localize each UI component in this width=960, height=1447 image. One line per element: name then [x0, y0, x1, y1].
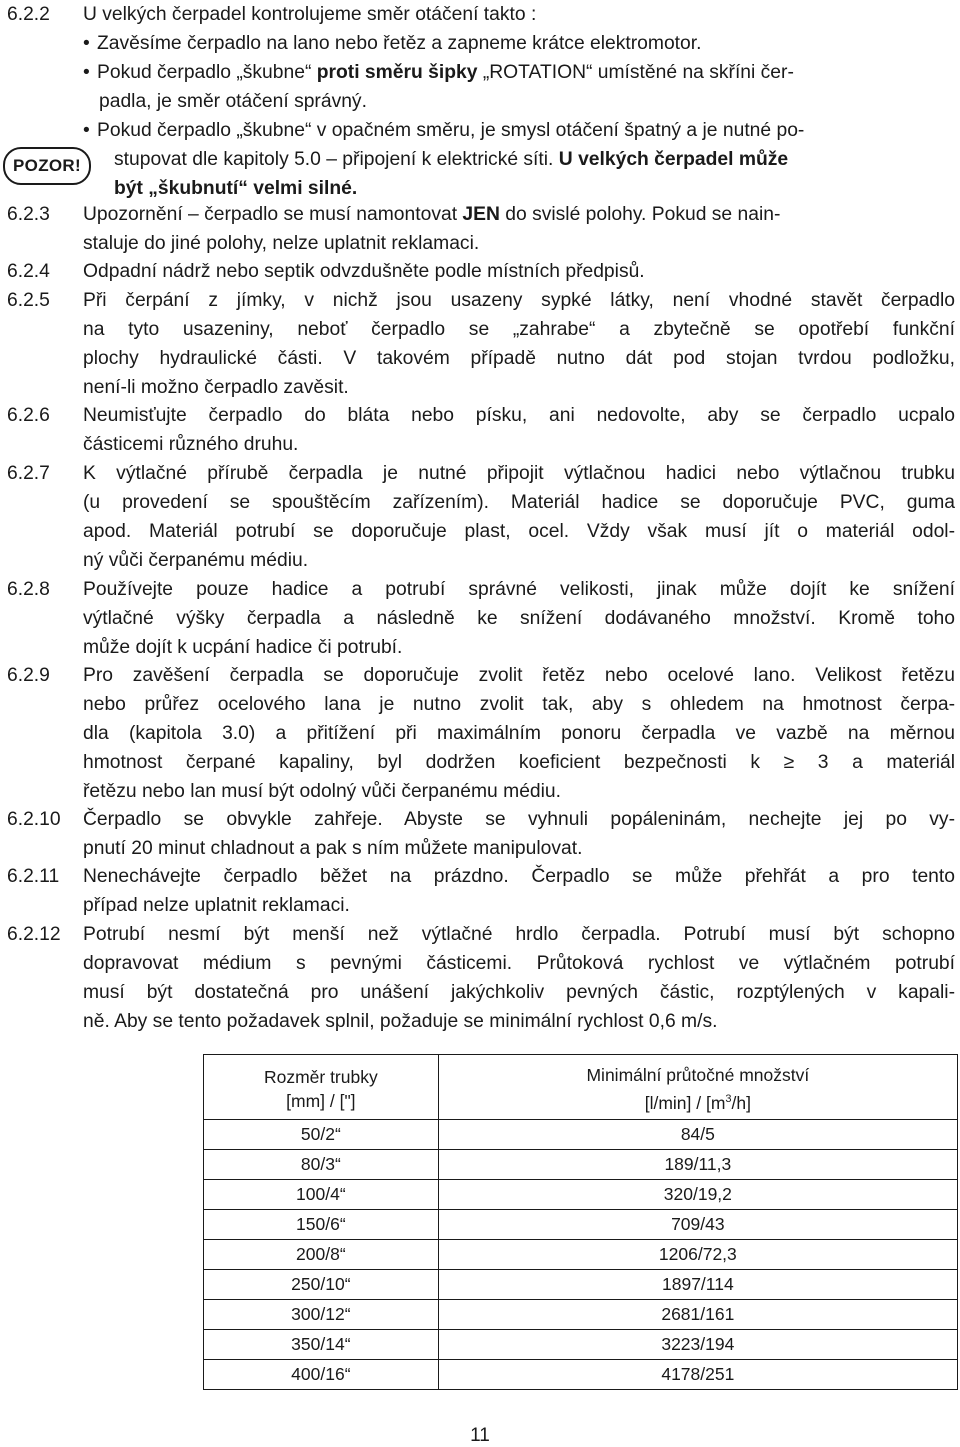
section-6-2-12 — [0, 920, 960, 949]
bullet-text: Pokud čerpadlo „škubne“ — [97, 62, 317, 83]
section-6-2-5 — [0, 286, 960, 315]
section-text: případ nelze uplatnit reklamaci. — [83, 895, 350, 916]
section-text: Nenechávejte čerpadlo běžet na prázdno. Čerpadlo se může přehřát a pro tento — [83, 866, 955, 887]
section-6-2-2 — [0, 0, 960, 29]
page-number: 11 — [470, 1425, 490, 1446]
pipe-flow-table — [203, 1054, 958, 1390]
min-flow-cell: 709/43 — [438, 1210, 957, 1240]
table-row — [204, 1360, 958, 1390]
section-continuation — [0, 430, 960, 459]
min-flow-cell: 84/5 — [438, 1120, 957, 1150]
min-flow-cell: 4178/251 — [438, 1360, 957, 1390]
section-6-2-3 — [0, 200, 960, 229]
section-continuation — [0, 949, 960, 978]
section-text: není-li možno čerpadlo zavěsit. — [83, 377, 349, 398]
header-unit: [l/min] / [m — [644, 1092, 726, 1113]
section-text: musí být dostatečná pro unášení jakýchkoliv pevných částic, rozptýlených v kapali- — [83, 982, 955, 1003]
section-text: Pro zavěšení čerpadla se doporučuje zvolit řetěz nebo ocelové lano. Velikost řetězu — [83, 665, 955, 686]
section-continuation — [0, 777, 960, 806]
bullet-dot-icon: • — [83, 33, 90, 54]
section-6-2-9 — [0, 661, 960, 690]
section-continuation — [0, 690, 960, 719]
section-continuation — [0, 229, 960, 258]
section-continuation — [0, 719, 960, 748]
section-continuation — [0, 517, 960, 546]
section-continuation — [0, 344, 960, 373]
section-number: 6.2.3 — [7, 204, 50, 225]
bullet-emphasis: být „škubnutí“ velmi silné. — [114, 178, 358, 199]
section-continuation — [0, 604, 960, 633]
section-number: 6.2.8 — [7, 579, 50, 600]
table-header-min-flow — [438, 1055, 957, 1120]
section-number: 6.2.11 — [7, 866, 60, 887]
bullet-continuation — [0, 174, 960, 203]
section-continuation — [0, 748, 960, 777]
bullet-text: stupovat dle kapitoly 5.0 – připojení k elektrické síti. — [114, 149, 559, 170]
section-continuation — [0, 373, 960, 402]
table-row — [204, 1150, 958, 1180]
section-continuation — [0, 633, 960, 662]
section-continuation — [0, 488, 960, 517]
min-flow-cell: 2681/161 — [438, 1300, 957, 1330]
section-number: 6.2.6 — [7, 405, 50, 426]
pipe-size-cell: 80/3“ — [204, 1150, 439, 1180]
section-continuation — [0, 1007, 960, 1036]
section-text: K výtlačné přírubě čerpadla je nutné připojit výtlačnou hadici nebo výtlačnou trubku — [83, 463, 955, 484]
min-flow-cell: 1897/114 — [438, 1270, 957, 1300]
section-text: dopravovat médium s pevnými částicemi. Průtoková rychlost ve výtlačném potrubí — [83, 953, 955, 974]
section-text: řetězu nebo lan musí být odolný vůči čerpanému médiu. — [83, 781, 562, 802]
section-text: Neumisťujte čerpadlo do bláta nebo písku, ani nedovolte, aby se čerpadlo ucpalo — [83, 405, 955, 426]
bullet-item — [0, 29, 960, 58]
min-flow-cell: 3223/194 — [438, 1330, 957, 1360]
bullet-continuation — [0, 145, 960, 174]
pipe-size-cell: 200/8“ — [204, 1240, 439, 1270]
section-text: plochy hydraulické části. V takovém případě nutno dát pod stojan tvrdou podložku, — [83, 348, 955, 369]
bullet-dot-icon: • — [83, 120, 90, 141]
section-continuation — [0, 891, 960, 920]
section-number: 6.2.4 — [7, 261, 50, 282]
table-header-pipe-size — [204, 1055, 439, 1120]
section-6-2-8 — [0, 575, 960, 604]
section-text: může dojít k ucpání hadice či potrubí. — [83, 637, 403, 658]
bullet-emphasis: proti směru šipky — [316, 62, 478, 83]
table-header-row — [204, 1055, 958, 1120]
section-text: apod. Materiál potrubí se doporučuje plast, ocel. Vždy však musí jít o materiál odol- — [83, 521, 955, 542]
table-row — [204, 1270, 958, 1300]
section-text: do svislé polohy. Pokud se nain- — [499, 204, 781, 225]
section-text: ný vůči čerpanému médiu. — [83, 550, 309, 571]
table-row — [204, 1180, 958, 1210]
section-6-2-11 — [0, 862, 960, 891]
table-row — [204, 1210, 958, 1240]
table-row — [204, 1330, 958, 1360]
section-continuation — [0, 978, 960, 1007]
section-text: dla (kapitola 3.0) a přitížení při maximálním ponoru čerpadla ve vazbě na měrnou — [83, 723, 955, 744]
min-flow-cell: 320/19,2 — [438, 1180, 957, 1210]
section-text: částicemi různého druhu. — [83, 434, 299, 455]
bullet-continuation — [0, 87, 960, 116]
section-text: výtlačné výšky čerpadla a následně ke snížení dodávaného množství. Kromě toho — [83, 608, 955, 629]
table-row — [204, 1120, 958, 1150]
section-text: (u provedení se spouštěcím zařízením). Materiál hadice se doporučuje PVC, guma — [83, 492, 955, 513]
section-continuation — [0, 834, 960, 863]
table-row — [204, 1300, 958, 1330]
section-number: 6.2.12 — [7, 924, 61, 945]
header-unit: [mm] / ["] — [286, 1091, 356, 1111]
bullet-text: Pokud čerpadlo „škubne“ v opačném směru, je smysl otáčení špatný a je nutné po- — [97, 120, 805, 141]
section-6-2-4 — [0, 257, 960, 286]
pipe-size-cell: 250/10“ — [204, 1270, 439, 1300]
section-continuation — [0, 546, 960, 575]
bullet-text: Zavěsíme čerpadlo na lano nebo řetěz a zapneme krátce elektromotor. — [97, 33, 702, 54]
min-flow-cell: 1206/72,3 — [438, 1240, 957, 1270]
section-number: 6.2.10 — [7, 809, 61, 830]
header-label: Minimální průtočné množství — [586, 1065, 810, 1086]
section-text: U velkých čerpadel kontrolujeme směr otáčení takto : — [83, 4, 537, 25]
section-number: 6.2.5 — [7, 290, 50, 311]
section-text: na tyto usazeniny, neboť čerpadlo se „zahrabe“ a zbytečně se opotřebí funkční — [83, 319, 955, 340]
section-text: pnutí 20 minut chladnout a pak s ním můžete manipulovat. — [83, 838, 583, 859]
warning-badge: POZOR! — [3, 147, 91, 185]
section-text: Odpadní nádrž nebo septik odvzdušněte podle místních předpisů. — [83, 261, 645, 282]
pipe-size-cell: 400/16“ — [204, 1360, 439, 1390]
section-continuation — [0, 315, 960, 344]
bullet-emphasis: U velkých čerpadel může — [558, 149, 789, 170]
section-text: Při čerpání z jímky, v nichž jsou usazeny sypké látky, není vhodné stavět čerpadlo — [83, 290, 955, 311]
section-text: Upozornění – čerpadlo se musí namontovat — [83, 204, 463, 225]
section-number: 6.2.2 — [7, 4, 50, 25]
pipe-size-cell: 350/14“ — [204, 1330, 439, 1360]
section-text: Používejte pouze hadice a potrubí správné velikosti, jinak může dojít ke snížení — [83, 579, 955, 600]
bullet-item — [0, 116, 960, 145]
pipe-size-cell: 300/12“ — [204, 1300, 439, 1330]
section-6-2-10 — [0, 805, 960, 834]
section-6-2-7 — [0, 459, 960, 488]
section-emphasis: JEN — [462, 204, 500, 225]
section-number: 6.2.9 — [7, 665, 50, 686]
pipe-size-cell: 50/2“ — [204, 1120, 439, 1150]
header-unit-superscript: 3 — [725, 1093, 732, 1106]
bullet-text: „ROTATION“ umístěné na skříni čer- — [477, 62, 794, 83]
bullet-item — [0, 58, 960, 87]
section-text: staluje do jiné polohy, nelze uplatnit reklamaci. — [83, 233, 480, 254]
section-text: Potrubí nesmí být menší než výtlačné hrdlo čerpadla. Potrubí musí být schopno — [83, 924, 955, 945]
pipe-size-cell: 100/4“ — [204, 1180, 439, 1210]
section-text: hmotnost čerpané kapaliny, byl dodržen koeficient bezpečnosti k ≥ 3 a materiál — [83, 752, 955, 773]
min-flow-cell: 189/11,3 — [438, 1150, 957, 1180]
bullet-dot-icon: • — [83, 62, 90, 83]
pipe-size-cell: 150/6“ — [204, 1210, 439, 1240]
header-unit: /h] — [731, 1092, 751, 1113]
section-text: Čerpadlo se obvykle zahřeje. Abyste se vyhnuli popáleninám, nechejte jej po vy- — [83, 809, 955, 830]
section-text: nebo průřez ocelového lana je nutno zvolit tak, aby s ohledem na hmotnost čerpa- — [83, 694, 955, 715]
table-row — [204, 1240, 958, 1270]
section-6-2-6 — [0, 401, 960, 430]
bullet-text: padla, je směr otáčení správný. — [99, 91, 367, 112]
section-number: 6.2.7 — [7, 463, 50, 484]
header-label: Rozměr trubky — [263, 1067, 378, 1087]
section-text: ně. Aby se tento požadavek splnil, požaduje se minimální rychlost 0,6 m/s. — [83, 1011, 718, 1032]
